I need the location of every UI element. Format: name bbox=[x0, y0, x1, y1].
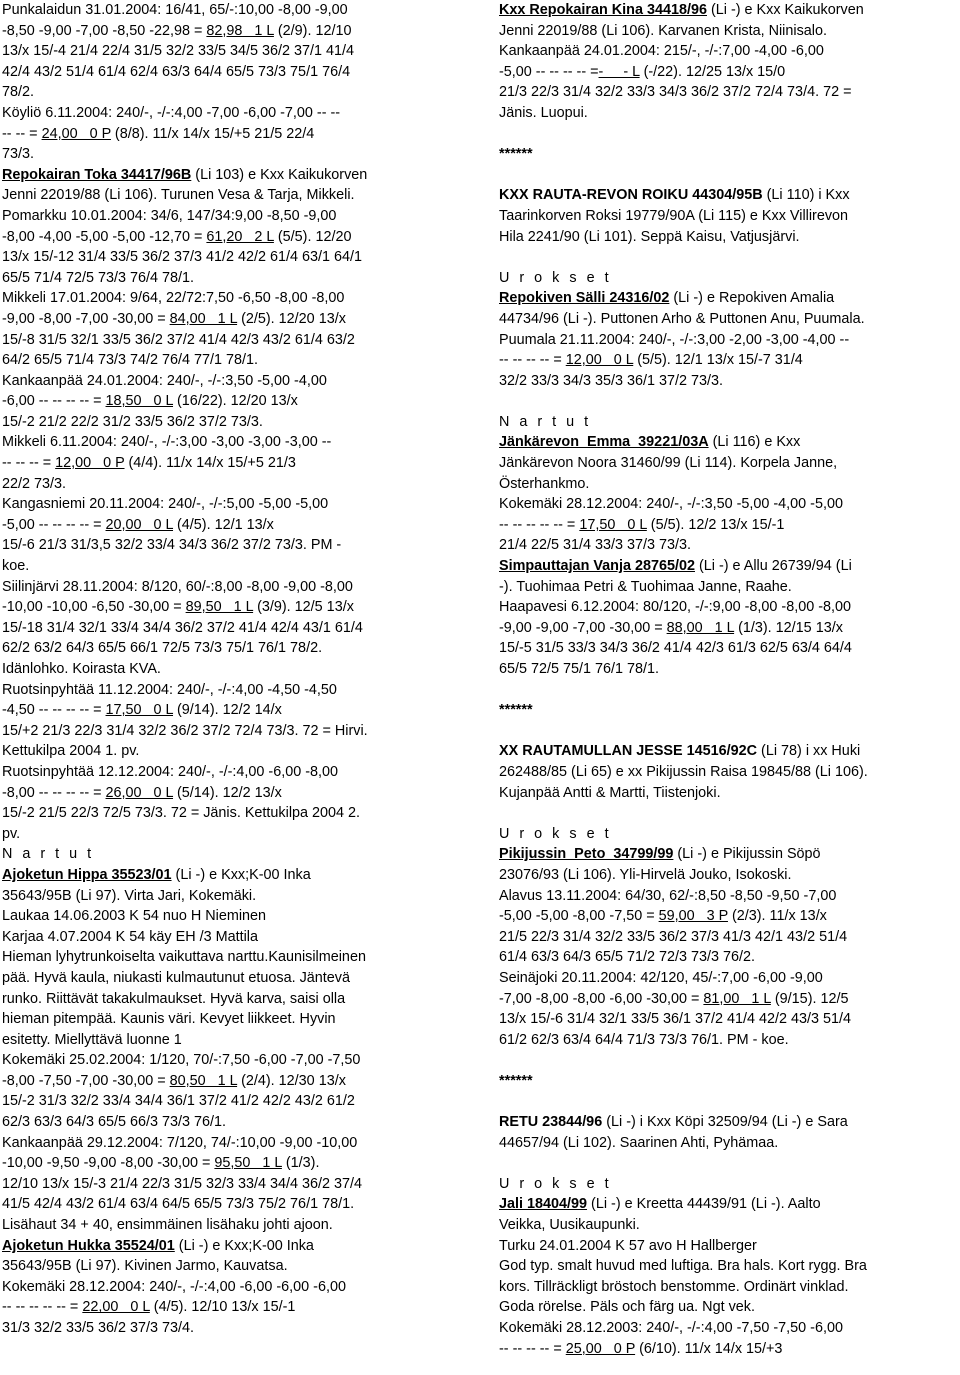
text-line: 15/-6 21/3 31/3,5 32/2 33/4 34/3 36/2 37/2 73/3. PM - bbox=[2, 537, 342, 554]
text-line: 21/4 22/5 31/4 33/3 37/3 73/3. bbox=[499, 537, 692, 554]
section-heading-urokset: U r o k s e t bbox=[499, 825, 612, 842]
text: -- -- = bbox=[2, 125, 42, 142]
text-line: 44734/96 (Li -). Puttonen Arho & Puttonen Anu, Puumala. bbox=[499, 310, 865, 327]
score-result: 59,00 3 P bbox=[658, 908, 728, 925]
dog-entry-header bbox=[2, 1236, 461, 1257]
text-line bbox=[2, 783, 461, 804]
text-line bbox=[499, 350, 957, 371]
score-result: 82,98 1 L bbox=[206, 22, 274, 39]
text-line: Kankaanpää 24.01.2004: 215/-, -/-:7,00 -4,00 -6,00 bbox=[499, 43, 824, 60]
score-result: 17,50 0 L bbox=[105, 702, 174, 719]
text: (6/10). 11/x 14/x 15/+3 bbox=[635, 1340, 783, 1357]
text-line: Kokemäki 28.12.2003: 240/-, -/-:4,00 -7,50 -7,50 -6,00 bbox=[499, 1320, 843, 1336]
text: -5,00 -- -- -- -- = bbox=[499, 63, 599, 80]
text-line: Pomarkku 10.01.2004: 34/6, 147/34:9,00 -8,50 -9,00 bbox=[2, 207, 337, 224]
text-line: 15/-2 31/3 32/2 33/4 34/4 36/1 37/2 41/2 42/2 43/2 61/2 bbox=[2, 1093, 355, 1110]
text: -8,50 -9,00 -7,00 -8,50 -22,98 = bbox=[2, 22, 207, 39]
score-result: 18,50 0 L bbox=[105, 393, 174, 410]
dog-name: Jali 18404/99 bbox=[499, 1196, 588, 1213]
text-line: 32/2 33/3 34/3 35/3 36/1 37/2 73/3. bbox=[499, 372, 724, 389]
dog-entry-header bbox=[2, 165, 461, 186]
score-result: - - L bbox=[598, 63, 640, 80]
text: -9,00 -9,00 -7,00 -30,00 = bbox=[499, 619, 667, 636]
spacer bbox=[499, 1153, 957, 1174]
text-line bbox=[2, 597, 461, 618]
text-line: Taarinkorven Roksi 19779/90A (Li 115) e Kxx Villirevon bbox=[499, 207, 849, 224]
text-line: Ruotsinpyhtää 11.12.2004: 240/-, -/-:4,00 -4,50 -4,50 bbox=[2, 681, 337, 698]
text: (1/3). bbox=[281, 1155, 320, 1172]
text-line: 262488/85 (Li 65) e xx Pikijussin Raisa 19845/88 (Li 106). bbox=[499, 763, 868, 780]
text: -- -- -- = bbox=[2, 455, 56, 472]
text-line: Hieman lyhytrunkoiselta vaikuttava narttu.Kaunisilmeinen bbox=[2, 949, 366, 966]
text-line: 23076/93 (Li 106). Yli-Hirvelä Jouko, Isokoski. bbox=[499, 866, 792, 883]
text-line: 42/4 43/2 51/4 61/4 62/4 63/3 64/4 65/5 73/3 75/1 76/4 bbox=[2, 63, 351, 80]
spacer bbox=[499, 803, 957, 824]
text: -10,00 -10,00 -6,50 -30,00 = bbox=[2, 599, 186, 616]
text: (5/5). 12/2 13/x 15/-1 bbox=[646, 516, 785, 533]
text-line bbox=[499, 906, 957, 927]
dog-pedigree: (Li -) e Kxx Kaikukorven bbox=[706, 2, 864, 18]
text-line: Kankaanpää 24.01.2004: 240/-, -/-:3,50 -5,00 -4,00 bbox=[2, 372, 327, 389]
text-line: Hila 2241/90 (Li 101). Seppä Kaisu, Vatjusjärvi. bbox=[499, 228, 800, 245]
spacer bbox=[499, 680, 957, 701]
text-line: 62/3 63/3 64/3 65/5 66/3 73/3 76/1. bbox=[2, 1114, 227, 1131]
section-heading-nartut: N a r t u t bbox=[499, 413, 592, 430]
dog-name: KXX RAUTA-REVON ROIKU 44304/95B bbox=[499, 187, 763, 204]
text: -6,00 -- -- -- -- = bbox=[2, 393, 106, 410]
dog-name: Ajoketun Hippa 35523/01 bbox=[2, 866, 172, 883]
text-line: Alavus 13.11.2004: 64/30, 62/-:8,50 -8,50 -9,50 -7,00 bbox=[499, 887, 837, 904]
score-result: 89,50 1 L bbox=[185, 599, 254, 616]
dog-name: Simpauttajan Vanja 28765/02 bbox=[499, 558, 695, 575]
dog-entry-header bbox=[499, 556, 957, 577]
score-result: 26,00 0 L bbox=[105, 784, 174, 801]
dog-name: Repokiven Sälli 24316/02 bbox=[499, 290, 670, 307]
text: (4/4). 11/x 14/x 15/+5 21/3 bbox=[124, 455, 296, 472]
dog-name: Jänkärevon Emma 39221/03A bbox=[499, 434, 709, 451]
text-line bbox=[499, 618, 957, 639]
left-column bbox=[2, 0, 461, 1339]
text-line: pv. bbox=[2, 825, 21, 842]
spacer bbox=[499, 247, 957, 268]
text-line: Mikkeli 6.11.2004: 240/-, -/-:3,00 -3,00 -3,00 -3,00 -- bbox=[2, 434, 332, 451]
section-heading-nartut: N a r t u t bbox=[2, 846, 95, 863]
spacer bbox=[499, 165, 957, 186]
text-line bbox=[2, 700, 461, 721]
text: (2/3). 11/x 13/x bbox=[727, 908, 827, 925]
text: -8,00 -7,50 -7,00 -30,00 = bbox=[2, 1072, 170, 1089]
text: -9,00 -8,00 -7,00 -30,00 = bbox=[2, 310, 170, 327]
text: -- -- -- -- = bbox=[499, 352, 566, 369]
text-line: Punkalaidun 31.01.2004: 16/41, 65/-:10,00 -8,00 -9,00 bbox=[2, 2, 348, 18]
text-line: 35643/95B (Li 97). Kivinen Jarmo, Kauvatsa. bbox=[2, 1258, 288, 1275]
text-line: Jenni 22019/88 (Li 106). Turunen Vesa & Tarja, Mikkeli. bbox=[2, 187, 355, 204]
dog-name: RETU 23844/96 bbox=[499, 1114, 603, 1131]
text-line: Haapavesi 6.12.2004: 80/120, -/-:9,00 -8,00 -8,00 -8,00 bbox=[499, 599, 852, 616]
dog-name: Repokairan Toka 34417/96B bbox=[2, 166, 192, 183]
dog-entry-header bbox=[499, 432, 957, 453]
text: (2/9). 12/10 bbox=[273, 22, 352, 39]
text: -7,00 -8,00 -8,00 -6,00 -30,00 = bbox=[499, 990, 704, 1007]
text-line: Kokemäki 28.12.2004: 240/-, -/-:3,50 -5,00 -4,00 -5,00 bbox=[499, 496, 843, 513]
text-line: 65/5 72/5 75/1 76/1 78/1. bbox=[499, 661, 660, 677]
text-line: Kankaanpää 29.12.2004: 7/120, 74/-:10,00 -9,00 -10,00 bbox=[2, 1134, 358, 1151]
dog-pedigree: (Li 78) i xx Huki bbox=[757, 743, 861, 760]
spacer bbox=[499, 124, 957, 145]
text-line: hieman pitempää. Kaunis väri. Kevyet liikkeet. Hyvin bbox=[2, 1011, 336, 1028]
text: -5,00 -5,00 -8,00 -7,50 = bbox=[499, 908, 659, 925]
dog-pedigree: (Li -) e Allu 26739/94 (Li bbox=[694, 558, 852, 575]
text: (4/5). 12/10 13/x 15/-1 bbox=[149, 1299, 296, 1316]
text-line: 73/3. bbox=[2, 146, 35, 163]
text-line: koe. bbox=[2, 558, 30, 575]
text-line: 65/5 71/4 72/5 73/3 76/4 78/1. bbox=[2, 269, 195, 286]
text-line: 64/2 65/5 71/4 73/3 74/2 76/4 77/1 78/1. bbox=[2, 352, 259, 369]
text: (2/5). 12/20 13/x bbox=[237, 310, 346, 327]
dog-name: Kxx Repokairan Kina 34418/96 bbox=[499, 2, 707, 18]
text: -4,50 -- -- -- -- = bbox=[2, 702, 106, 719]
spacer bbox=[499, 1091, 957, 1112]
text: -- -- -- -- = bbox=[499, 1340, 566, 1357]
text-line: 78/2. bbox=[2, 84, 35, 101]
score-result: 88,00 1 L bbox=[666, 619, 735, 636]
dog-pedigree: (Li -) e Kreetta 44439/91 (Li -). Aalto bbox=[587, 1196, 821, 1213]
dog-entry-header bbox=[499, 185, 957, 206]
text-line bbox=[499, 62, 957, 83]
text-line bbox=[2, 124, 461, 145]
text: -- -- -- -- -- = bbox=[499, 516, 580, 533]
text-line bbox=[2, 1153, 461, 1174]
score-result: 80,50 1 L bbox=[169, 1072, 238, 1089]
dog-pedigree: (Li -) e Kxx;K-00 Inka bbox=[174, 1237, 314, 1254]
text-line: 62/2 63/2 64/3 65/5 66/1 72/5 73/3 75/1 76/1 78/2. bbox=[2, 640, 323, 657]
text-line: Österhankmo. bbox=[499, 475, 590, 492]
text-line bbox=[2, 309, 461, 330]
text-line: 61/4 63/3 64/3 65/5 71/2 72/3 73/3 76/2. bbox=[499, 949, 756, 966]
text-line: 13/x 15/-12 31/4 33/5 36/2 37/3 41/2 42/2 61/4 63/1 64/1 bbox=[2, 249, 363, 266]
score-result: 24,00 0 P bbox=[41, 125, 111, 142]
section-heading-urokset: U r o k s e t bbox=[499, 1175, 612, 1192]
text-line: Kokemäki 28.12.2004: 240/-, -/-:4,00 -6,00 -6,00 -6,00 bbox=[2, 1278, 346, 1295]
text-line bbox=[2, 227, 461, 248]
score-result: 25,00 0 P bbox=[565, 1340, 636, 1357]
text: (1/3). 12/15 13/x bbox=[734, 619, 843, 636]
text: (9/15). 12/5 bbox=[770, 990, 849, 1007]
score-result: 61,20 2 L bbox=[206, 228, 274, 245]
text: (3/9). 12/5 13/x bbox=[253, 599, 354, 616]
text-line: Kangasniemi 20.11.2004: 240/-, -/-:5,00 -5,00 -5,00 bbox=[2, 496, 329, 513]
text-line: 15/-18 31/4 32/1 33/4 34/4 36/2 37/2 41/4 42/4 43/1 61/4 bbox=[2, 619, 363, 636]
text-line bbox=[2, 1297, 461, 1318]
text-line: 61/2 62/3 63/4 64/4 71/3 73/3 76/1. PM - koe. bbox=[499, 1031, 789, 1048]
spacer bbox=[499, 721, 957, 742]
separator: ****** bbox=[499, 1072, 533, 1089]
text: (-/22). 12/25 13/x 15/0 bbox=[639, 63, 786, 80]
text-line: Idänlohko. Koirasta KVA. bbox=[2, 661, 161, 677]
dog-pedigree: (Li -) i Kxx Köpi 32509/94 (Li -) e Sara bbox=[602, 1114, 848, 1131]
text: (5/5). 12/1 13/x 15/-7 31/4 bbox=[633, 352, 803, 369]
text-line: 21/3 22/3 31/4 32/2 33/3 34/3 36/2 37/2 72/4 73/4. 72 = bbox=[499, 84, 852, 101]
dog-name: Ajoketun Hukka 35524/01 bbox=[2, 1237, 175, 1254]
score-result: 17,50 0 L bbox=[579, 516, 647, 533]
text-line: 22/2 73/3. bbox=[2, 475, 67, 492]
text-line: esitetty. Miellyttävä luonne 1 bbox=[2, 1031, 182, 1048]
text-line bbox=[2, 1071, 461, 1092]
dog-pedigree: (Li 116) e Kxx bbox=[708, 434, 801, 451]
text-line bbox=[2, 515, 461, 536]
text-line: 13/x 15/-6 31/4 32/1 33/5 36/1 37/2 41/4 42/2 43/3 51/4 bbox=[499, 1011, 852, 1028]
text-line bbox=[499, 989, 957, 1010]
separator: ****** bbox=[499, 702, 533, 719]
dog-entry-header bbox=[499, 1194, 957, 1215]
text-line bbox=[2, 453, 461, 474]
section-heading-urokset: U r o k s e t bbox=[499, 269, 612, 286]
text-line bbox=[2, 391, 461, 412]
dog-pedigree: (Li 110) i Kxx bbox=[762, 187, 850, 204]
score-result: 12,00 0 L bbox=[565, 352, 634, 369]
score-result: 95,50 1 L bbox=[214, 1155, 282, 1172]
text-line: Kettukilpa 2004 1. pv. bbox=[2, 743, 140, 760]
dog-entry-header bbox=[499, 741, 957, 762]
text-line: 15/-5 31/5 33/3 34/3 36/2 41/4 42/3 61/3 62/5 63/4 64/4 bbox=[499, 640, 852, 657]
spacer bbox=[499, 1050, 957, 1071]
text-line bbox=[499, 1339, 957, 1360]
dog-pedigree: (Li -) e Repokiven Amalia bbox=[669, 290, 835, 307]
text-line: kors. Tillräckligt bröstoch benstomme. Ordinärt vinklad. bbox=[499, 1278, 849, 1295]
text: (2/4). 12/30 13/x bbox=[237, 1072, 346, 1089]
text-line: Turku 24.01.2004 K 57 avo H Hallberger bbox=[499, 1237, 757, 1254]
text-line: Köyliö 6.11.2004: 240/-, -/-:4,00 -7,00 -6,00 -7,00 -- -- bbox=[2, 104, 341, 121]
score-result: 12,00 0 P bbox=[55, 455, 125, 472]
dog-pedigree: (Li -) e Pikijussin Söpö bbox=[673, 846, 821, 863]
text-line: 12/10 13/x 15/-3 21/4 22/3 31/5 32/3 33/4 34/4 36/2 37/4 bbox=[2, 1175, 363, 1192]
dog-pedigree: (Li 103) e Kxx Kaikukorven bbox=[191, 166, 368, 183]
text-line: Lisähaut 34 + 40, ensimmäinen lisähaku johti ajoon. bbox=[2, 1217, 333, 1234]
text: (16/22). 12/20 13/x bbox=[173, 393, 298, 410]
text: (9/14). 12/2 14/x bbox=[173, 702, 282, 719]
dog-name: XX RAUTAMULLAN JESSE 14516/92C bbox=[499, 743, 758, 760]
text-line: 15/-2 21/5 22/3 72/5 73/3. 72 = Jänis. Kettukilpa 2004 2. bbox=[2, 805, 361, 822]
text-line: Puumala 21.11.2004: 240/-, -/-:3,00 -2,00 -3,00 -4,00 -- bbox=[499, 331, 850, 348]
dog-entry-header bbox=[499, 1112, 957, 1133]
text-line: Goda rörelse. Päls och färg ua. Ngt vek. bbox=[499, 1299, 755, 1316]
text-line: Jenni 22019/88 (Li 106). Karvanen Krista, Niinisalo. bbox=[499, 22, 827, 39]
text-line: Karjaa 4.07.2004 K 54 käy EH /3 Mattila bbox=[2, 928, 258, 945]
text-line: 35643/95B (Li 97). Virta Jari, Kokemäki. bbox=[2, 887, 257, 904]
dog-entry-header bbox=[499, 844, 957, 865]
dog-entry-header bbox=[499, 0, 957, 21]
text-line: Mikkeli 17.01.2004: 9/64, 22/72:7,50 -6,50 -8,00 -8,00 bbox=[2, 290, 345, 307]
text-line bbox=[2, 21, 461, 42]
score-result: 20,00 0 L bbox=[105, 516, 174, 533]
text-line: Veikka, Uusikaupunki. bbox=[499, 1217, 640, 1234]
text-line bbox=[499, 515, 957, 536]
text: (4/5). 12/1 13/x bbox=[173, 516, 274, 533]
separator: ****** bbox=[499, 146, 533, 163]
text-line: 44657/94 (Li 102). Saarinen Ahti, Pyhämaa. bbox=[499, 1134, 779, 1151]
score-result: 22,00 0 L bbox=[82, 1299, 150, 1316]
dog-entry-header bbox=[2, 865, 461, 886]
text: (8/8). 11/x 14/x 15/+5 21/5 22/4 bbox=[110, 125, 315, 142]
text: (5/5). 12/20 bbox=[273, 228, 352, 245]
text-line: Laukaa 14.06.2003 K 54 nuo H Nieminen bbox=[2, 908, 267, 925]
dog-entry-header bbox=[499, 288, 957, 309]
text-line: 15/+2 21/3 22/3 31/4 32/2 36/2 37/2 72/4 73/3. 72 = Hirvi. bbox=[2, 722, 368, 739]
text-line: 13/x 15/-4 21/4 22/4 31/5 32/2 33/5 34/5 36/2 37/1 41/4 bbox=[2, 43, 355, 60]
text-line: 15/-2 21/2 22/2 31/2 33/5 36/2 37/2 73/3. bbox=[2, 413, 263, 430]
text-line: Kokemäki 25.02.2004: 1/120, 70/-:7,50 -6,00 -7,00 -7,50 bbox=[2, 1052, 361, 1069]
text: -- -- -- -- -- = bbox=[2, 1299, 83, 1316]
text-line: 15/-8 31/5 32/1 33/5 36/2 37/2 41/4 42/3 43/2 61/4 63/2 bbox=[2, 331, 355, 348]
right-column bbox=[499, 0, 957, 1359]
text: -5,00 -- -- -- -- = bbox=[2, 516, 106, 533]
text-line: God typ. smalt huvud med luftiga. Bra hals. Kort rygg. Bra bbox=[499, 1258, 867, 1275]
score-result: 81,00 1 L bbox=[703, 990, 771, 1007]
dog-pedigree: (Li -) e Kxx;K-00 Inka bbox=[171, 866, 311, 883]
text: -8,00 -- -- -- -- = bbox=[2, 784, 106, 801]
text-line: Jänis. Luopui. bbox=[499, 104, 588, 121]
text-line: Jänkärevon Noora 31460/99 (Li 114). Korpela Janne, bbox=[499, 455, 838, 472]
text: -8,00 -4,00 -5,00 -5,00 -12,70 = bbox=[2, 228, 207, 245]
dog-name: Pikijussin Peto 34799/99 bbox=[499, 846, 674, 863]
text: -10,00 -9,50 -9,00 -8,00 -30,00 = bbox=[2, 1155, 215, 1172]
text-line: -). Tuohimaa Petri & Tuohimaa Janne, Raahe. bbox=[499, 578, 792, 595]
text-line: 31/3 32/2 33/5 36/2 37/3 73/4. bbox=[2, 1320, 195, 1336]
text-line: runko. Riittävät takakulmaukset. Hyvä karva, saisi olla bbox=[2, 990, 346, 1007]
text-line: Kujanpää Antti & Martti, Tiistenjoki. bbox=[499, 784, 721, 801]
score-result: 84,00 1 L bbox=[169, 310, 238, 327]
spacer bbox=[499, 391, 957, 412]
text-line: 21/5 22/3 31/4 32/2 33/5 36/2 37/3 41/3 42/1 43/2 51/4 bbox=[499, 928, 848, 945]
text-line: pää. Hyvä kaula, niukasti kulmautunut etuosa. Jäntevä bbox=[2, 969, 350, 986]
text-line: 41/5 42/4 43/2 61/4 63/4 64/5 65/5 73/3 75/2 76/1 78/1. bbox=[2, 1196, 355, 1213]
text: (5/14). 12/2 13/x bbox=[173, 784, 282, 801]
text-line: Seinäjoki 20.11.2004: 42/120, 45/-:7,00 -6,00 -9,00 bbox=[499, 969, 823, 986]
text-line: Ruotsinpyhtää 12.12.2004: 240/-, -/-:4,00 -6,00 -8,00 bbox=[2, 763, 339, 780]
text-line: Siilinjärvi 28.11.2004: 8/120, 60/-:8,00 -8,00 -9,00 -8,00 bbox=[2, 578, 353, 595]
